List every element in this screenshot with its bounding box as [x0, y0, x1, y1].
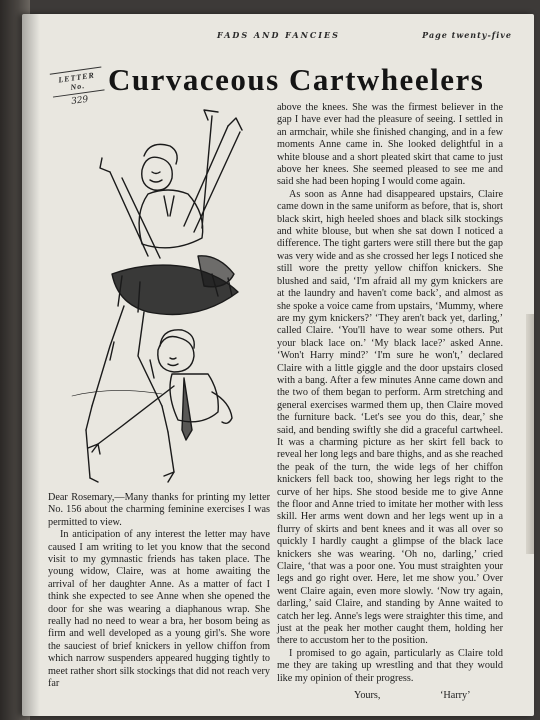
- closing: Yours,: [354, 690, 381, 701]
- letter-number-badge: [50, 67, 107, 110]
- running-head-page: Page twenty-five: [422, 30, 512, 40]
- paragraph: I promised to go again, particularly as Claire told me they are taking up wrestling and that they would like my opinion of their progress.: [277, 647, 503, 684]
- signature: ‘Harry’: [440, 690, 471, 701]
- paragraph: As soon as Anne had disappeared upstairs, Claire came down in the same uniform as before, that is, short black skirt, high heeled shoes and black silk stockings and white blouse, but when she sat down I noticed a difference. The tight garters were still there but the gap was very wide and as she crossed her legs I noticed she still wore the pretty yellow chiffon knickers. She blushed and said, ‘I'm afraid all my gym knickers are at the laundry and haven't come back’, and almost as she spoke a voice came from upstairs, ‘Mummy, where are my gym knickers?’ ‘They aren't back yet, darling,’ called Claire. ‘You'll have to wear some others. Put your black lace on.’ ‘My black lace?’ asked Anne. ‘Won't Harry mind?’ ‘I'm sure he won't,’ declared Claire with a little giggle and the door upstairs closed with a bang. After a few minutes Anne came down and the two of them began to perform. Arm stretching and general exercises warmed them up, then Claire moved the furniture back. ‘Let's see you do this, dear,’ she said, and bending swiftly she did a graceful cartwheel. It was a charming picture as her skirt fell back to reveal her long legs and bare thighs, and as she reached the peak of the turn, the wide legs of her chiffon knickers fell back too, showing her legs right to the curve of her hips. She stood beside me to give Anne the floor and Anne tried to imitate her mother with less skill. Her arms went down and her legs went up in a flurry of skirts and bent knees and it was all over so quickly I hardly caught a glimpse of the black lace knickers she was wearing. ‘Oh no, darling,’ cried Claire, ‘that was a poor one. You must straighten your legs and go right over. Here, let me show you.’ Over went Claire again, even more slowly. ‘Now try again, darling,’ said Claire, and standing by Anne waited to catch her leg. Anne's legs were straighter this time, and just at the peak her mother caught them, holding her there to accustom her to the position.: [277, 188, 504, 647]
- letter-number-value: 329: [70, 94, 90, 108]
- spine-shadow: [22, 14, 40, 716]
- running-head-title: FADS AND FANCIES: [217, 30, 340, 40]
- running-head: [22, 30, 534, 46]
- illustration: [52, 106, 282, 494]
- paragraph: Dear Rosemary,—Many thanks for printing my letter No. 156 about the charming feminine exercises I was permitted to view.: [48, 492, 270, 528]
- page-edge-tab: [526, 314, 534, 554]
- letter-number-label: LETTER No.: [50, 67, 105, 98]
- article-right-column: [277, 102, 503, 685]
- article-headline: Curvaceous Cartwheelers: [108, 62, 485, 97]
- magazine-page: [22, 14, 534, 716]
- article-left-column: [48, 492, 270, 691]
- paragraph: In anticipation of any interest the letter may have caused I am writing to let you know that the second visit to my gymnastic friends has taken place. The young widow, Claire, was at home awaiting the arrival of her daughter Anne. As a matter of fact I think she expected to see Anne when she opened the door for she was wearing a diaphanous wrap. She really had no need to wear a bra, her bosom being as firm and well developed as a young girl's. She wore the sauciest of brief knickers in yellow chiffon from which narrow suspenders appeared hugging tightly to meet rather short silk stockings that did not reach very far: [48, 529, 270, 690]
- paragraph: above the knees. She was the firmest believer in the gap I have ever had the pleasure of seeing. I settled in an armchair, while she finished changing, and in a few moments Anne came in. She looked delightful in a white blouse and a short pleated skirt that came to just above her knees. She seemed pleased to see me and said she had been hoping I would come again.: [277, 102, 503, 188]
